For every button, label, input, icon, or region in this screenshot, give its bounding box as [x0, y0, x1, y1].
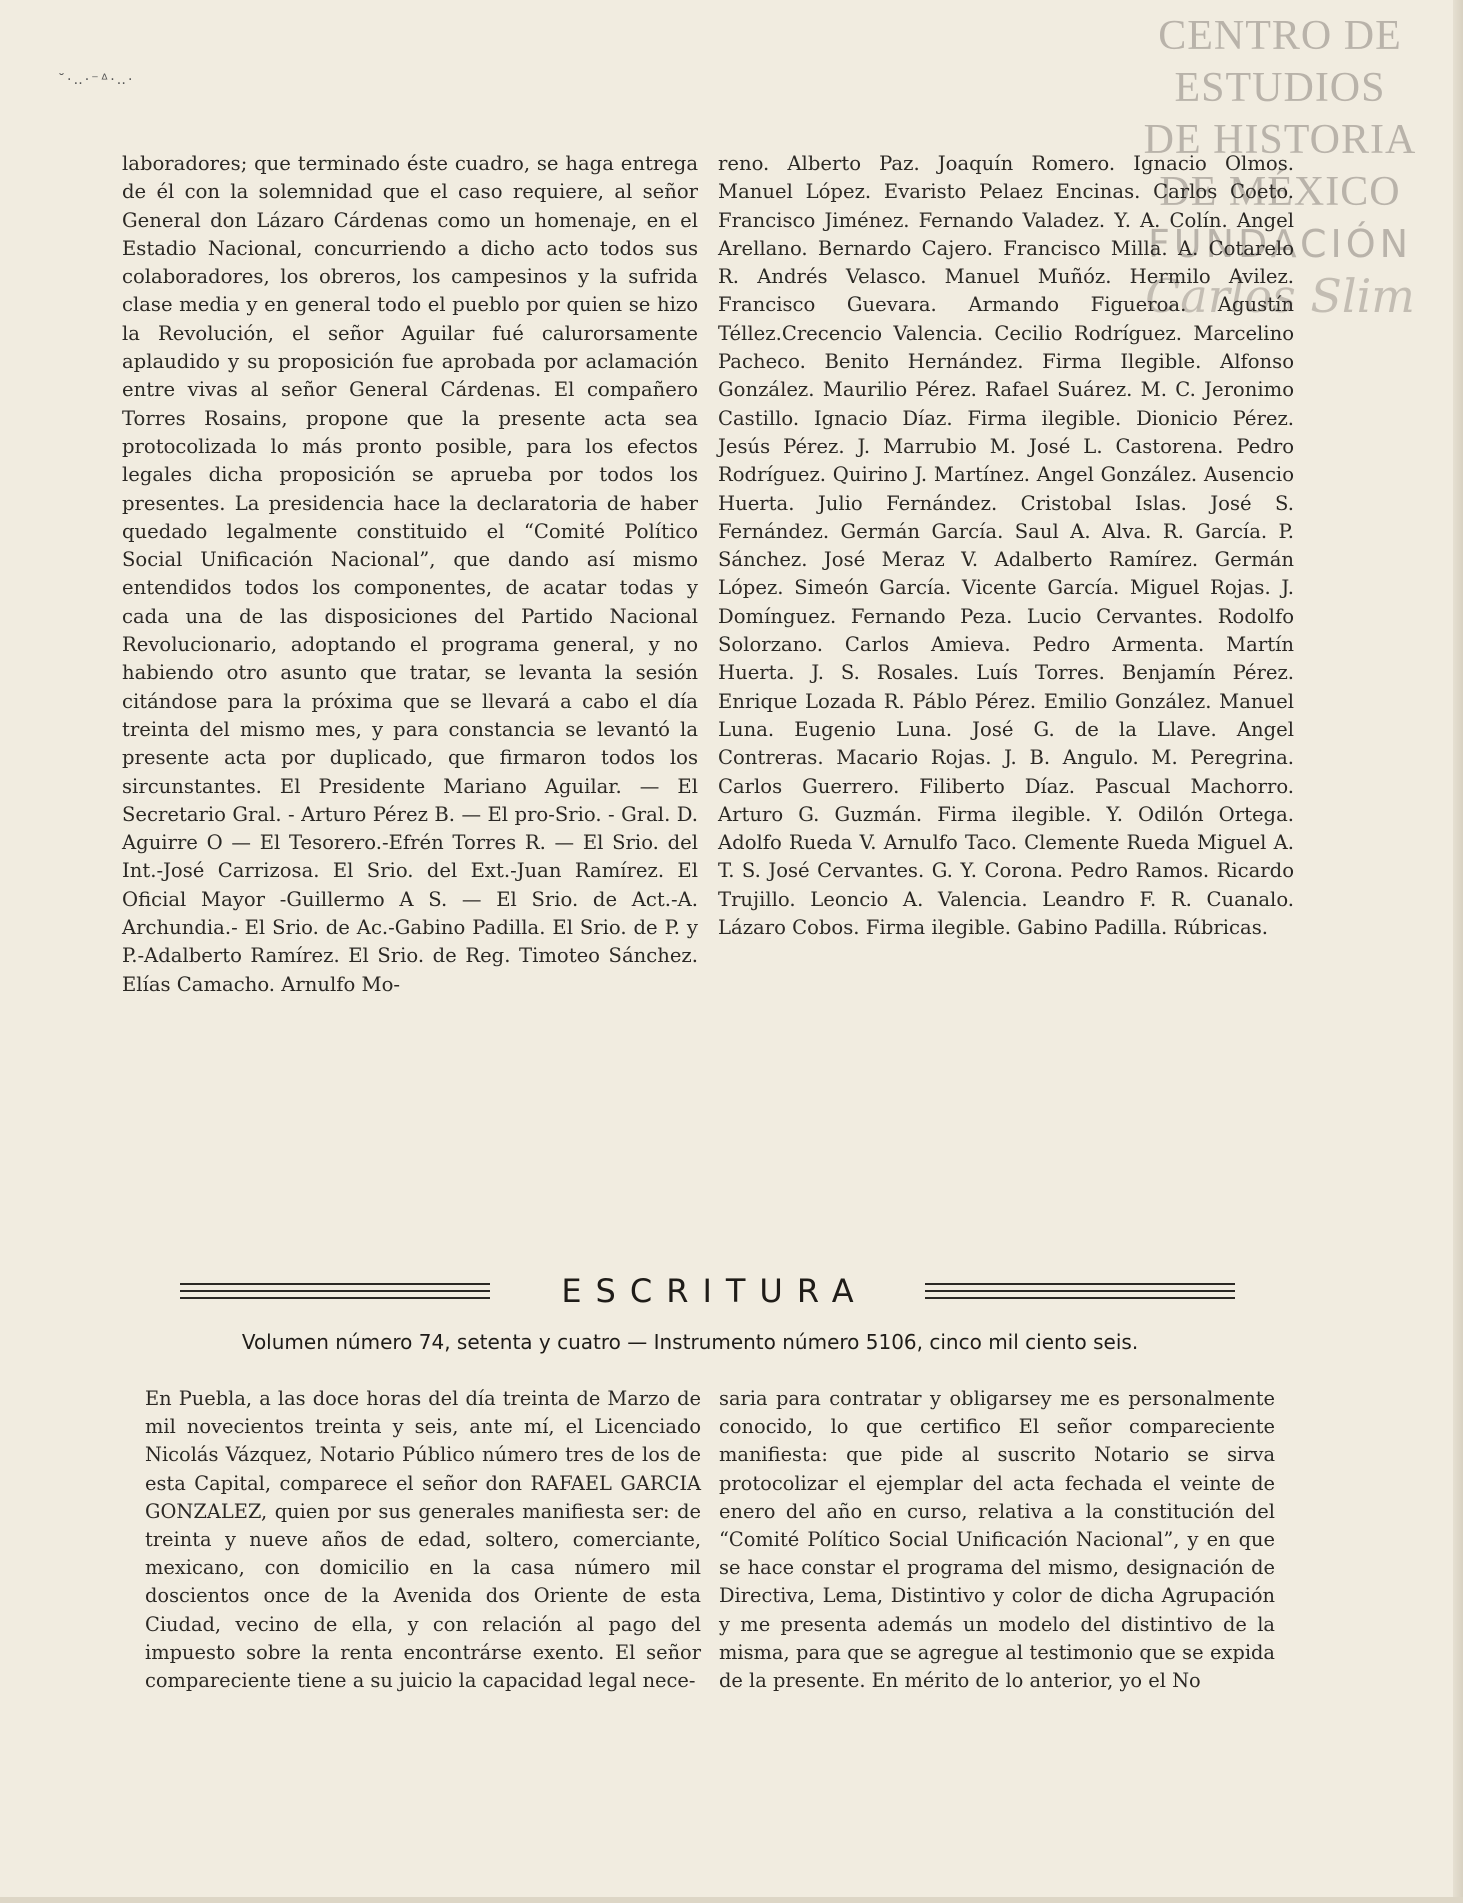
page-edge: [1453, 0, 1463, 1903]
watermark-line-4: DE MÉXICO: [1159, 169, 1401, 215]
watermark-line-3: DE HISTORIA: [1143, 117, 1417, 163]
heading-rule-left: [180, 1283, 490, 1299]
watermark-fundacion: FUNDACIÓN: [1147, 222, 1413, 266]
bottom-text-columns: [145, 1385, 1275, 1705]
corner-smudge: ˘·‥·⁻ᐞ·‥·: [58, 72, 135, 88]
bottom-left-column: En Puebla, a las doce horas del día treinta de Marzo de mil novecientos treinta y seis, ante mí, el Licenciado Nicolás Vázquez, Notario Público número tres de los de esta Capital, comparece el señor don RAFAEL GARCIA GONZALEZ, quien por sus generales manifiesta ser: de treinta y nueve años de edad, soltero, comerciante, mexicano, con domicilio en la casa número mil doscientos once de la Avenida dos Oriente de esta Ciudad, vecino de ella, y con relación al pago del impuesto sobre la renta encontrárse exento. El señor compareciente tiene a su juicio la capacidad legal nece-: [145, 1387, 701, 1693]
heading-rule-right: [925, 1283, 1235, 1299]
section-heading: ESCRITURA: [561, 1272, 868, 1310]
section-subheading: Volumen número 74, setenta y cuatro — Instrumento número 5106, cinco mil ciento seis.: [241, 1330, 1139, 1354]
watermark-line-2: ESTUDIOS: [1174, 65, 1386, 111]
bottom-right-column: saria para contratar y obligarsey me es personalmente conocido, lo que certifico El señor compareciente manifiesta: que pide al suscrito Notario se sirva protocolizar el ejemplar del acta fechada el veinte de enero del año en curso, relativa a la constitución del “Comité Político Social Unificación Nacional”, y en que se hace constar el programa del mismo, designación de Directiva, Lema, Distintivo y color de dicha Agrupación y me presenta además un modelo del distintivo de la misma, para que se agregue al testimonio que se expida de la presente. En mérito de lo anterior, yo el No: [719, 1387, 1275, 1693]
top-left-column: laboradores; que terminado éste cuadro, se haga entrega de él con la solemnidad que el caso requiere, al señor General don Lázaro Cárdenas como un homenaje, en el Estadio Nacional, concurriendo a dicho acto todos sus colaboradores, los obreros, los campesinos y la sufrida clase media y en general todo el pueblo por quien se hizo la Revolución, el señor Aguilar fué calurorsamente aplaudido y su proposición fue aprobada por aclamación entre vivas al señor General Cárdenas. El compañero Torres Rosains, propone que la presente acta sea protocolizada lo más pronto posible, para los efectos legales dicha proposición se aprueba por todos los presentes. La presidencia hace la declaratoria de haber quedado legalmente constituido el “Comité Político Social Unificación Nacional”, que dando así mismo entendidos todos los componentes, de acatar todas y cada una de las disposiciones del Partido Nacional Revolucionario, adoptando el programa general, y no habiendo otro asunto que tratar, se levanta la sesión citándose para la próxima que se llevará a cabo el día treinta del mismo mes, y para constancia se levantó la presente acta por duplicado, que firmaron todos los sircunstantes. El Presidente Mariano Aguilar. — El Secretario Gral. - Arturo Pérez B. — El pro-Srio. - Gral. D. Aguirre O — El Tesorero.-Efrén Torres R. — El Srio. del Int.-José Carrizosa. El Srio. del Ext.-Juan Ramírez. El Oficial Mayor -Guillermo A S. — El Srio. de Act.-A. Archundia.- El Srio. de Ac.-Gabino Padilla. El Srio. de P. y P.-Adalberto Ramírez. El Srio. de Reg. Timoteo Sánchez. Elías Camacho. Arnulfo Mo-: [122, 152, 698, 996]
section-heading-row: [180, 1268, 1235, 1314]
watermark-line-1: CENTRO DE: [1158, 13, 1402, 59]
top-text-columns: [122, 150, 1294, 1020]
watermark-signature: Carlos Slim: [1145, 269, 1415, 323]
top-right-column: reno. Alberto Paz. Joaquín Romero. Ignacio Olmos. Manuel López. Evaristo Pelaez Encinas. Carlos Coeto. Francisco Jiménez. Fernando Valadez. Y. A. Colín. Angel Arellano. Bernardo Cajero. Francisco Milla. A. Cotarelo R. Andrés Velasco. Manuel Muñóz. Hermilo Avilez. Francisco Guevara. Armando Figueroa. Agustín Téllez.Crecencio Valencia. Cecilio Rodríguez. Marcelino Pacheco. Benito Hernández. Firma Ilegible. Alfonso González. Maurilio Pérez. Rafael Suárez. M. C. Jeronimo Castillo. Ignacio Díaz. Firma ilegible. Dionicio Pérez. Jesús Pérez. J. Marrubio M. José L. Castorena. Pedro Rodríguez. Quirino J. Martínez. Angel González. Ausencio Huerta. Julio Fernández. Cristobal Islas. José S. Fernández. Germán García. Saul A. Alva. R. García. P. Sánchez. José Meraz V. Adalberto Ramírez. Germán López. Simeón García. Vicente García. Miguel Rojas. J. Domínguez. Fernando Peza. Lucio Cervantes. Rodolfo Solorzano. Carlos Amieva. Pedro Armenta. Martín Huerta. J. S. Rosales. Luís Torres. Benjamín Pérez. Enrique Lozada R. Páblo Pérez. Emilio González. Manuel Luna. Eugenio Luna. José G. de la Llave. Angel Contreras. Macario Rojas. J. B. Angulo. M. Peregrina. Carlos Guerrero. Filiberto Díaz. Pascual Machorro. Arturo G. Guzmán. Firma ilegible. Y. Odilón Ortega. Adolfo Rueda V. Arnulfo Taco. Clemente Rueda Miguel A. T. S. José Cervantes. G. Y. Corona. Pedro Ramos. Ricardo Trujillo. Leoncio A. Valencia. Leandro F. R. Cuanalo. Lázaro Cobos. Firma ilegible. Gabino Padilla. Rúbricas.: [718, 152, 1294, 940]
page-edge-bottom: [0, 1897, 1463, 1903]
